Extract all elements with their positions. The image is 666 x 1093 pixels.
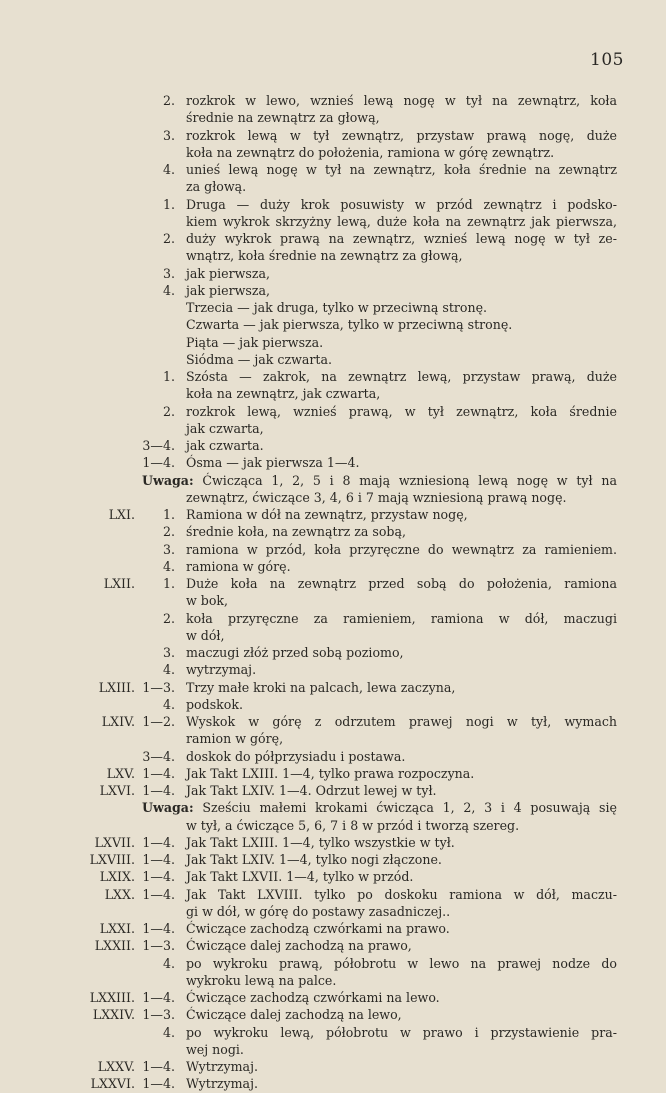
text-line xyxy=(0,299,666,316)
count-number: 2. xyxy=(162,93,175,108)
text-line xyxy=(0,1006,666,1023)
text-line xyxy=(0,420,666,437)
text-line xyxy=(0,523,666,540)
note-text: Ćwicząca 1, 2, 5 i 8 mają wzniesioną lewą nogę w tył na xyxy=(193,472,617,488)
instruction-text: Ćwiczące dalej zachodzą na lewo, xyxy=(186,1007,402,1023)
count-number: 4. xyxy=(162,162,175,177)
count-number: 2. xyxy=(162,403,175,419)
instruction-text: po wykroku lewą, półobrotu w prawo i przystawienie pra- xyxy=(186,1024,617,1040)
count-number: 1—3. xyxy=(142,679,175,695)
instruction-text: Piąta — jak pierwsza. xyxy=(186,334,324,350)
instruction-text: Ramiona w dół na zewnątrz, przystaw nogę, xyxy=(186,507,468,522)
count-number: 1. xyxy=(162,369,175,384)
instruction-text: rozkrok lewą w tył zewnątrz, przystaw prawą nogę, duże xyxy=(186,127,617,143)
text-line xyxy=(0,661,666,678)
count-number: 1—4. xyxy=(142,921,175,936)
instruction-text: podskok. xyxy=(186,696,244,712)
count-number: 1—4. xyxy=(142,869,175,885)
note-continuation: zewnątrz, ćwiczące 3, 4, 6 i 7 mają wzniesioną prawą nogę. xyxy=(186,489,567,505)
text-line xyxy=(0,265,666,282)
text-line xyxy=(0,403,666,420)
text-line xyxy=(0,385,666,402)
text-line xyxy=(0,834,666,851)
instruction-text: Trzy małe kroki na palcach, lewa zaczyna, xyxy=(186,679,456,695)
text-line xyxy=(0,989,666,1006)
count-number: 4. xyxy=(162,955,175,971)
measure-number: LXXIII. xyxy=(89,990,135,1005)
count-number: 1—2. xyxy=(142,714,175,729)
count-number: 4. xyxy=(162,1024,175,1040)
instruction-text: duży wykrok prawą na zewnątrz, wznieś lewą nogę w tył ze- xyxy=(186,231,617,246)
instruction-text: Duże koła na zewnątrz przed sobą do położenia, ramiona xyxy=(186,576,617,591)
text-line xyxy=(0,541,666,558)
text-line xyxy=(0,765,666,782)
note-continuation: w tył, a ćwiczące 5, 6, 7 i 8 w przód i tworzą szereg. xyxy=(186,817,520,833)
measure-number: LXXV. xyxy=(97,1059,135,1074)
instruction-text: wykroku lewą na palce. xyxy=(186,972,337,988)
text-line xyxy=(0,679,666,696)
measure-number: LXIX. xyxy=(99,869,135,885)
text-line xyxy=(0,437,666,454)
count-number: 3. xyxy=(162,541,175,557)
text-line xyxy=(0,799,666,816)
text-line xyxy=(0,489,666,506)
count-number: 1—4. xyxy=(142,886,175,902)
instruction-text: koła przyręczne za ramieniem, ramiona w dół, maczugi xyxy=(186,610,617,626)
page-body xyxy=(0,92,666,1093)
instruction-text: jak pierwsza, xyxy=(186,282,270,298)
text-line xyxy=(0,472,666,489)
count-number: 1—4. xyxy=(142,834,175,850)
count-number: 1. xyxy=(162,196,175,212)
instruction-text: kiem wykrok skrzyżny lewą, duże koła na zewnątrz jak pierwsza, xyxy=(186,213,617,229)
count-number: 3. xyxy=(162,265,175,281)
instruction-text: Jak Takt LXIV. 1—4. Odrzut lewej w tył. xyxy=(186,783,437,798)
count-number: 4. xyxy=(162,282,175,298)
count-number: 2. xyxy=(162,231,175,246)
text-line xyxy=(0,334,666,351)
instruction-text: Jak Takt LXVIII. tylko po doskoku ramiona w dół, maczu- xyxy=(186,886,617,902)
text-line xyxy=(0,1075,666,1092)
text-line xyxy=(0,506,666,523)
measure-number: LXV. xyxy=(106,765,135,781)
instruction-text: Jak Takt LXIII. 1—4, tylko wszystkie w tył. xyxy=(186,834,455,850)
text-line xyxy=(0,196,666,213)
instruction-text: wytrzymaj. xyxy=(186,662,257,678)
instruction-text: średnie koła, na zewnątrz za sobą, xyxy=(186,524,406,540)
count-number: 4. xyxy=(162,662,175,678)
count-number: 2. xyxy=(162,524,175,540)
measure-number: LXXII. xyxy=(94,938,135,954)
instruction-text: doskok do półprzysiadu i postawa. xyxy=(186,748,406,764)
count-number: 1—3. xyxy=(142,1007,175,1023)
text-line xyxy=(0,1024,666,1041)
count-number: 1—4. xyxy=(142,852,175,867)
text-line xyxy=(0,972,666,989)
count-number: 1—4. xyxy=(142,783,175,798)
count-number: 1—4. xyxy=(142,990,175,1005)
instruction-text: Ćwiczące zachodzą czwórkami na lewo. xyxy=(186,990,440,1005)
measure-number: LXXI. xyxy=(99,921,135,936)
text-line xyxy=(0,213,666,230)
instruction-text: wnątrz, koła średnie na zewnątrz za głową, xyxy=(186,248,463,264)
text-line xyxy=(0,454,666,471)
note-label: Uwaga: xyxy=(142,800,194,816)
text-line xyxy=(0,109,666,126)
instruction-text: Wyskok w górę z odrzutem prawej nogi w tył, wymach xyxy=(186,714,617,729)
text-line xyxy=(0,247,666,264)
instruction-text: Czwarta — jak pierwsza, tylko w przeciwną stronę. xyxy=(186,317,513,333)
instruction-text: Jak Takt LXVII. 1—4, tylko w przód. xyxy=(186,869,414,885)
instruction-text: maczugi złóż przed sobą poziomo, xyxy=(186,645,404,660)
instruction-text: Wytrzymaj. xyxy=(186,1059,258,1074)
text-line xyxy=(0,937,666,954)
measure-number: LXXVI. xyxy=(90,1076,135,1092)
note-label: Uwaga: xyxy=(142,472,194,488)
text-line xyxy=(0,851,666,868)
instruction-text: Jak Takt LXIV. 1—4, tylko nogi złączone. xyxy=(186,852,442,867)
text-line xyxy=(0,144,666,161)
text-line xyxy=(0,351,666,368)
instruction-text: Jak Takt LXIII. 1—4, tylko prawa rozpoczyna. xyxy=(186,765,475,781)
measure-number: LXIV. xyxy=(101,714,135,729)
text-line xyxy=(0,782,666,799)
count-number: 1. xyxy=(162,576,175,591)
instruction-text: ramiona w przód, koła przyręczne do wewnątrz za ramieniem. xyxy=(186,541,617,557)
count-number: 3—4. xyxy=(142,748,175,764)
note-line xyxy=(142,472,617,489)
text-line xyxy=(0,730,666,747)
instruction-text: Ćwiczące zachodzą czwórkami na prawo. xyxy=(186,921,450,936)
instruction-text: jak pierwsza, xyxy=(186,265,270,281)
measure-number: LXIII. xyxy=(98,679,135,695)
text-line xyxy=(0,955,666,972)
instruction-text: ramiona w górę. xyxy=(186,558,291,574)
instruction-text: rozkrok w lewo, wznieś lewą nogę w tył na zewnątrz, koła xyxy=(186,93,617,108)
instruction-text: za głową. xyxy=(186,179,247,195)
count-number: 2. xyxy=(162,610,175,626)
instruction-text: w bok, xyxy=(186,593,229,609)
count-number: 4. xyxy=(162,696,175,712)
count-number: 1—4. xyxy=(142,1059,175,1074)
instruction-text: jak czwarta, xyxy=(186,420,264,436)
page-number: 105 xyxy=(590,50,624,70)
instruction-text: rozkrok lewą, wznieś prawą, w tył zewnątrz, koła średnie xyxy=(186,403,617,419)
count-number: 3. xyxy=(162,127,175,143)
text-line xyxy=(0,316,666,333)
count-number: 4. xyxy=(162,558,175,574)
text-line xyxy=(0,627,666,644)
instruction-text: średnie na zewnątrz za głową, xyxy=(186,110,380,126)
instruction-text: Siódma — jak czwarta. xyxy=(186,351,332,367)
count-number: 3. xyxy=(162,645,175,660)
text-line xyxy=(0,575,666,592)
text-line xyxy=(0,282,666,299)
text-line xyxy=(0,696,666,713)
measure-number: LXXIV. xyxy=(92,1007,135,1023)
instruction-text: Ósma — jak pierwsza 1—4. xyxy=(186,455,360,471)
text-line xyxy=(0,127,666,144)
instruction-text: po wykroku prawą, półobrotu w lewo na prawej nodze do xyxy=(186,955,617,971)
instruction-text: unieś lewą nogę w tył na zewnątrz, koła średnie na zewnątrz xyxy=(186,162,617,177)
text-line xyxy=(0,368,666,385)
count-number: 3—4. xyxy=(142,438,175,453)
instruction-text: wej nogi. xyxy=(186,1041,244,1057)
count-number: 1—4. xyxy=(142,765,175,781)
measure-number: LXII. xyxy=(103,576,135,591)
text-line xyxy=(0,1041,666,1058)
text-line xyxy=(0,230,666,247)
text-line xyxy=(0,920,666,937)
measure-number: LXX. xyxy=(104,886,135,902)
text-line xyxy=(0,558,666,575)
instruction-text: gi w dół, w górę do postawy zasadniczej.. xyxy=(186,903,451,919)
measure-number: LXVII. xyxy=(94,834,135,850)
instruction-text: Wytrzymaj. xyxy=(186,1076,258,1092)
note-text: Sześciu małemi krokami ćwicząca 1, 2, 3 i 4 posuwają się xyxy=(193,800,617,816)
instruction-text: Ćwiczące dalej zachodzą na prawo, xyxy=(186,938,412,954)
text-line xyxy=(0,868,666,885)
text-line xyxy=(0,92,666,109)
instruction-text: Trzecia — jak druga, tylko w przeciwną stronę. xyxy=(186,300,488,315)
text-line xyxy=(0,1058,666,1075)
text-line xyxy=(0,644,666,661)
measure-number: LXVI. xyxy=(99,783,135,798)
instruction-text: koła na zewnątrz do położenia, ramiona w górę zewnątrz. xyxy=(186,144,555,160)
text-line xyxy=(0,713,666,730)
text-line xyxy=(0,748,666,765)
count-number: 1—4. xyxy=(142,1076,175,1092)
instruction-text: koła na zewnątrz, jak czwarta, xyxy=(186,386,381,402)
text-line xyxy=(0,886,666,903)
instruction-text: ramion w górę, xyxy=(186,731,284,747)
text-line xyxy=(0,592,666,609)
instruction-text: w dół, xyxy=(186,627,225,643)
text-line xyxy=(0,178,666,195)
measure-number: LXI. xyxy=(108,507,135,522)
text-line xyxy=(0,161,666,178)
instruction-text: jak czwarta. xyxy=(186,438,264,453)
count-number: 1. xyxy=(162,507,175,522)
note-line xyxy=(142,799,617,816)
text-line xyxy=(0,903,666,920)
count-number: 1—3. xyxy=(142,938,175,954)
instruction-text: Szósta — zakrok, na zewnątrz lewą, przystaw prawą, duże xyxy=(186,369,617,384)
measure-number: LXVIII. xyxy=(89,852,135,867)
text-line xyxy=(0,610,666,627)
count-number: 1—4. xyxy=(142,455,175,471)
text-line xyxy=(0,817,666,834)
instruction-text: Druga — duży krok posuwisty w przód zewnątrz i podsko- xyxy=(186,196,617,212)
